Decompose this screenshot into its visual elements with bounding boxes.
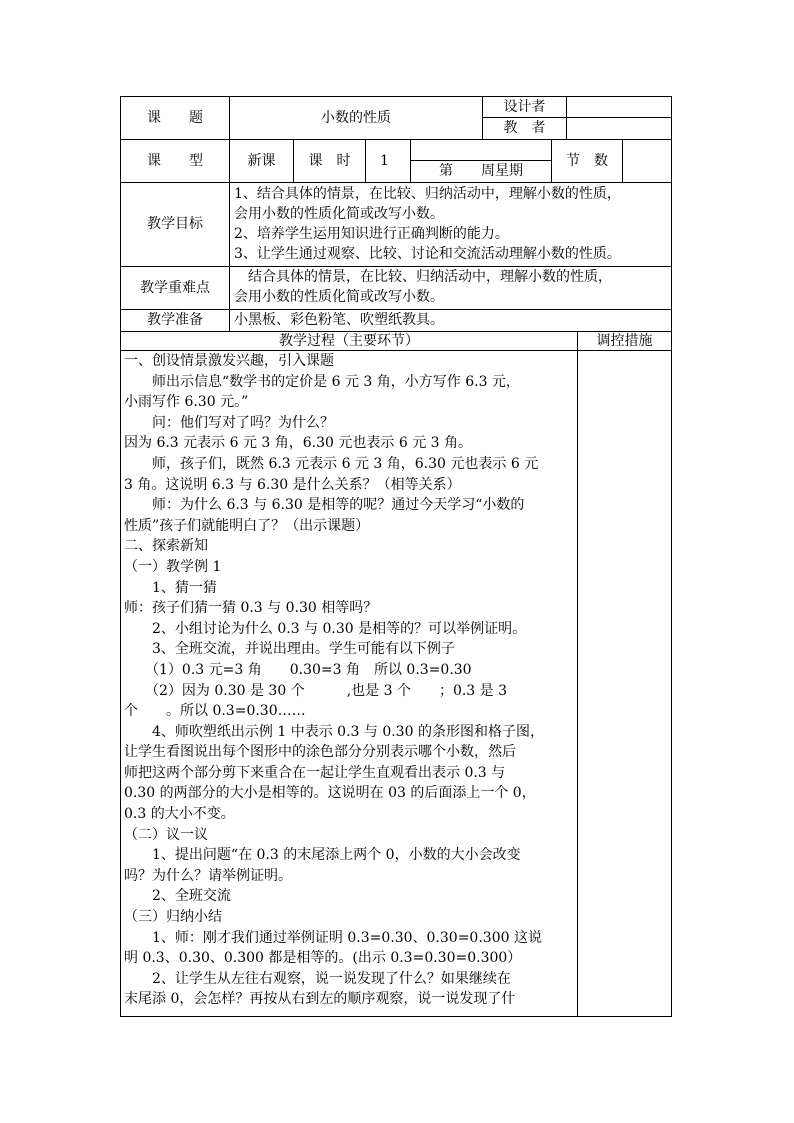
- section-label: 节 数: [566, 153, 608, 169]
- objectives-text: [234, 184, 670, 264]
- process-line: 吗？为什么？请举例证明。: [124, 867, 292, 884]
- process-line: 明 0.3、0.30、0.300 都是相等的。(出示 0.3=0.30=0.300）: [124, 950, 522, 967]
- process-line: 3、全班交流，并说出理由。学生可能有以下例子: [124, 641, 455, 658]
- process-line: 末尾添 0，会怎样？再按从右到左的顺序观察，说一说发现了什: [124, 991, 516, 1008]
- hours-value: 1: [380, 153, 389, 169]
- process-line: 问：他们写对了吗？为什么？: [124, 414, 334, 431]
- objective-line: 会用小数的性质化简或改写小数。: [234, 206, 444, 222]
- designer-label: 设计者: [503, 99, 546, 115]
- process-line: 师，孩子们，既然 6.3 元表示 6 元 3 角，6.30 元也表示 6 元: [124, 455, 539, 472]
- process-line: 小雨写作 6.30 元。”: [124, 394, 249, 411]
- type-label: 课 型: [147, 153, 203, 169]
- topic-value: 小数的性质: [321, 110, 391, 126]
- process-line: 二、探索新知: [124, 538, 208, 555]
- process-line: 2、让学生从左往右观察，说一说发现了什么？如果继续在: [124, 970, 511, 987]
- type-value: 新课: [247, 153, 276, 169]
- process-line: 让学生看图说出每个图形中的涂色部分分别表示哪个小数，然后: [124, 744, 516, 761]
- objectives-label: 教学目标: [147, 216, 203, 232]
- process-line: 1、师：刚才我们通过举例证明 0.3=0.30、0.30=0.300 这说: [124, 929, 542, 946]
- difficulties-label: 教学重难点: [140, 280, 210, 296]
- objective-line: 3、让学生通过观察、比较、讨论和交流活动理解小数的性质。: [234, 246, 621, 262]
- process-body: [124, 351, 574, 1010]
- process-line: 4、师吹塑纸出示例 1 中表示 0.3 与 0.30 的条形图和格子图，: [124, 723, 544, 740]
- process-line: 师：为什么 6.3 与 6.30 是相等的呢？通过今天学习“小数的: [124, 497, 525, 514]
- week-label: 第 周星期: [439, 163, 523, 179]
- process-line: （三）归纳小结: [124, 909, 222, 926]
- difficulty-line: 会用小数的性质化简或改写小数。: [234, 289, 444, 305]
- process-line: 因为 6.3 元表示 6 元 3 角，6.30 元也表示 6 元 3 角。: [124, 435, 473, 452]
- process-line: （二）议一议: [124, 826, 208, 843]
- process-line: 1、猜一猜: [124, 579, 217, 596]
- hours-label: 课 时: [308, 153, 351, 169]
- process-line: （一）教学例 1: [124, 558, 222, 575]
- process-line: 性质”孩子们就能明白了？（出示课题）: [124, 517, 370, 534]
- preparation-value: 小黑板、彩色粉笔、吹塑纸教具。: [234, 312, 444, 328]
- teacher-label: 教 者: [503, 120, 546, 136]
- process-line: 师把这两个部分剪下来重合在一起让学生直观看出表示 0.3 与: [124, 764, 506, 781]
- topic-label: 课 题: [147, 110, 203, 126]
- process-line: （1）0.3 元=3 角 0.30=3 角 所以 0.3=0.30: [124, 661, 472, 678]
- process-line: 一、创设情景激发兴趣，引入课题: [124, 353, 334, 369]
- process-line: 2、全班交流: [124, 888, 231, 905]
- adjust-header: 调控措施: [596, 333, 653, 349]
- difficulties-text: [234, 267, 670, 307]
- process-line: 2、小组讨论为什么 0.3 与 0.30 是相等的？可以举例证明。: [124, 620, 527, 637]
- process-line: 个 。所以 0.3=0.30……: [124, 703, 306, 720]
- process-line: 师：孩子们猜一猜 0.3 与 0.30 相等吗？: [124, 600, 378, 617]
- difficulty-line: 结合具体的情景，在比较、归纳活动中，理解小数的性质，: [234, 269, 612, 285]
- process-header: 教学过程（主要环节）: [279, 333, 419, 349]
- objective-line: 2、培养学生运用知识进行正确判断的能力。: [234, 226, 509, 242]
- process-line: 师出示信息“数学书的定价是 6 元 3 角，小方写作 6.3 元，: [124, 373, 520, 390]
- process-line: 0.30 的两部分的大小是相等的。这说明在 03 的后面添上一个 0，: [124, 785, 536, 802]
- process-line: 3 角。这说明 6.3 与 6.30 是什么关系？（相等关系）: [124, 476, 461, 493]
- process-line: （2）因为 0.30 是 30 个 ,也是 3 个 ；0.3 是 3: [124, 682, 508, 699]
- process-line: 0.3 的大小不变。: [124, 806, 235, 823]
- process-line: 1、提出问题“在 0.3 的末尾添上两个 0，小数的大小会改变: [124, 847, 521, 864]
- preparation-label: 教学准备: [147, 312, 203, 328]
- objective-line: 1、结合具体的情景，在比较、归纳活动中，理解小数的性质，: [234, 186, 621, 202]
